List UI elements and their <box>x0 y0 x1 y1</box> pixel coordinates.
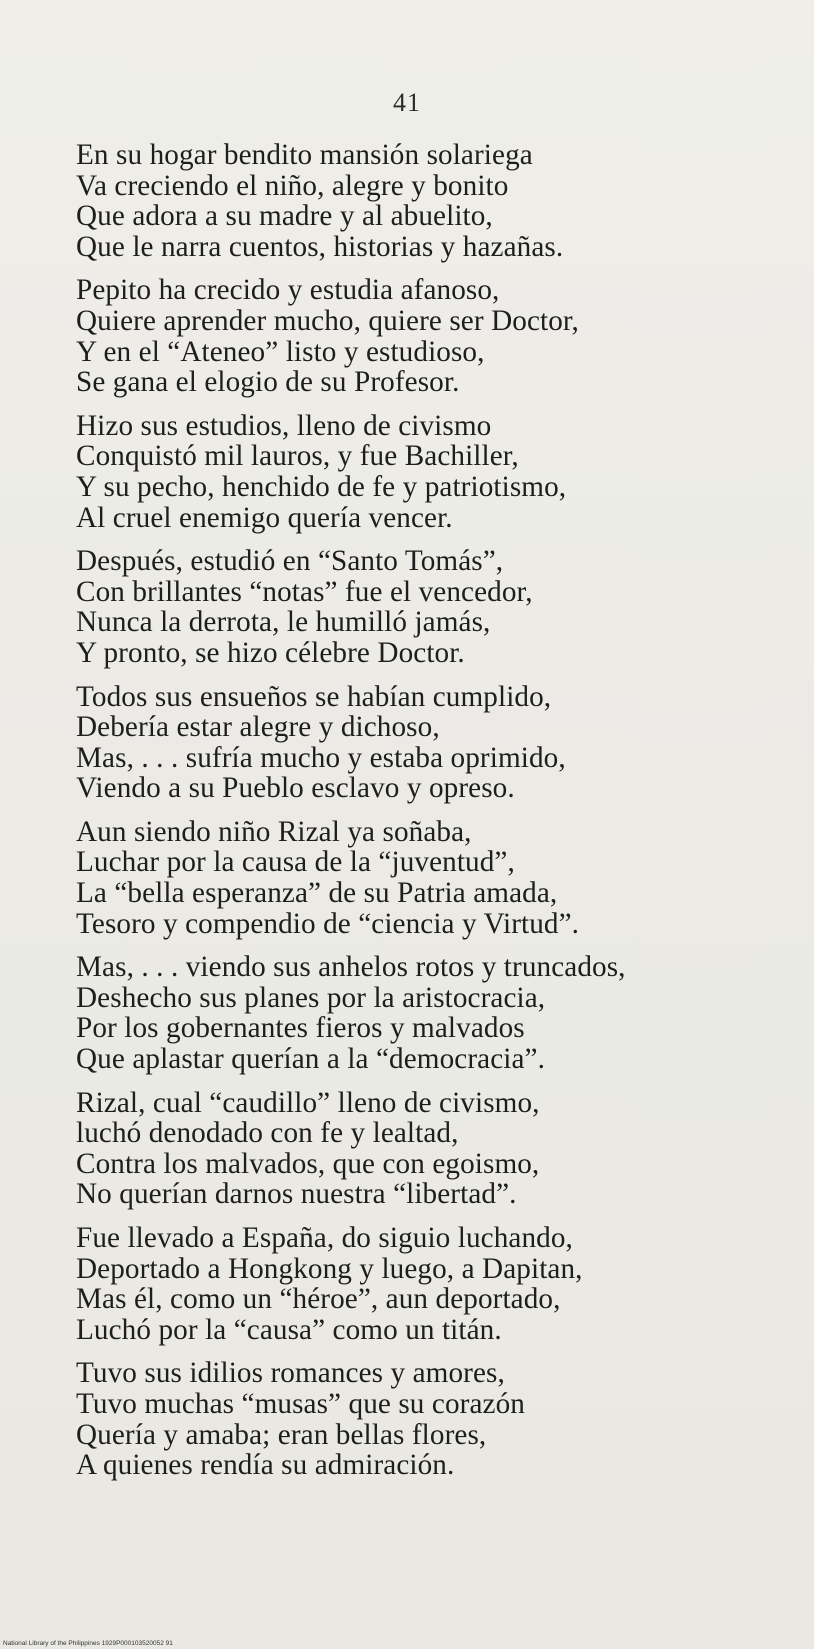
poem-line: luchó denodado con fe y lealtad, <box>76 1117 459 1150</box>
poem-line: Después, estudió en “Santo Tomás”, <box>76 545 504 578</box>
poem-line: En su hogar bendito mansión solariega <box>76 139 533 171</box>
poem-line: Viendo a su Pueblo esclavo y opreso. <box>76 772 515 805</box>
stanza <box>76 817 806 939</box>
stanza <box>76 682 806 804</box>
page-number: 41 <box>393 88 421 117</box>
poem-line: La “bella esperanza” de su Patria amada, <box>76 877 558 910</box>
poem-line: Quería y amaba; eran bellas flores, <box>76 1418 487 1451</box>
poem-line: Va creciendo el niño, alegre y bonito <box>76 169 509 202</box>
poem-line: Que adora a su madre y al abuelito, <box>76 200 493 233</box>
stanza <box>76 1223 806 1345</box>
poem-line: Tuvo sus idilios romances y amores, <box>76 1357 505 1390</box>
stanza <box>76 140 806 262</box>
poem-line: Luchó por la “causa” como un titán. <box>76 1313 502 1346</box>
poem-line: Fue llevado a España, do siguio luchando, <box>76 1222 573 1254</box>
poem-line: Quiere aprender mucho, quiere ser Doctor, <box>76 304 579 337</box>
stanza <box>76 952 806 1074</box>
poem-line: Tuvo muchas “musas” que su corazón <box>76 1387 525 1420</box>
poem-line: Mas, . . . viendo sus anhelos rotos y truncados, <box>76 951 626 984</box>
poem-line: Rizal, cual “caudillo” lleno de civismo, <box>76 1086 540 1119</box>
poem-line: Aun siendo niño Rizal ya soñaba, <box>76 815 472 848</box>
poem-line: Al cruel enemigo quería vencer. <box>76 501 453 534</box>
poem-line: Luchar por la causa de la “juventud”, <box>76 846 515 879</box>
poem-line: Que le narra cuentos, historias y hazañas. <box>76 230 564 263</box>
poem-line: Todos sus ensueños se habían cumplido, <box>76 680 552 713</box>
poem-line: Mas, . . . sufría mucho y estaba oprimido, <box>76 741 566 774</box>
poem-line: No querían darnos nuestra “libertad”. <box>76 1178 517 1211</box>
poem-line: Hizo sus estudios, lleno de civismo <box>76 409 492 442</box>
poem-line: A quienes rendía su admiración. <box>76 1449 455 1482</box>
poem-line: Por los gobernantes fieros y malvados <box>76 1012 525 1045</box>
scan-footer: National Library of the Philippines 1929P000103520052 91 <box>3 1640 173 1647</box>
stanza <box>76 411 806 533</box>
stanza <box>76 1358 806 1480</box>
poem-line: Conquistó mil lauros, y fue Bachiller, <box>76 440 519 473</box>
poem-line: Pepito ha crecido y estudia afanoso, <box>76 274 500 307</box>
stanza <box>76 546 806 668</box>
poem-line: Debería estar alegre y dichoso, <box>76 711 440 744</box>
poem <box>76 140 806 1494</box>
poem-line: Deportado a Hongkong y luego, a Dapitan, <box>76 1252 583 1285</box>
stanza <box>76 275 806 397</box>
poem-line: Y su pecho, henchido de fe y patriotismo, <box>76 470 567 503</box>
poem-line: Se gana el elogio de su Profesor. <box>76 366 460 399</box>
poem-line: Mas él, como un “héroe”, aun deportado, <box>76 1283 561 1316</box>
poem-line: Contra los malvados, que con egoismo, <box>76 1147 540 1180</box>
stanza <box>76 1088 806 1210</box>
poem-line: Que aplastar querían a la “democracia”. <box>76 1043 546 1076</box>
poem-line: Y pronto, se hizo célebre Doctor. <box>76 636 465 669</box>
poem-line: Deshecho sus planes por la aristocracia, <box>76 981 546 1014</box>
poem-line: Con brillantes “notas” fue el vencedor, <box>76 575 533 608</box>
poem-line: Tesoro y compendio de “ciencia y Virtud”. <box>76 907 580 940</box>
poem-line: Nunca la derrota, le humilló jamás, <box>76 606 491 639</box>
poem-line: Y en el “Ateneo” listo y estudioso, <box>76 335 485 368</box>
